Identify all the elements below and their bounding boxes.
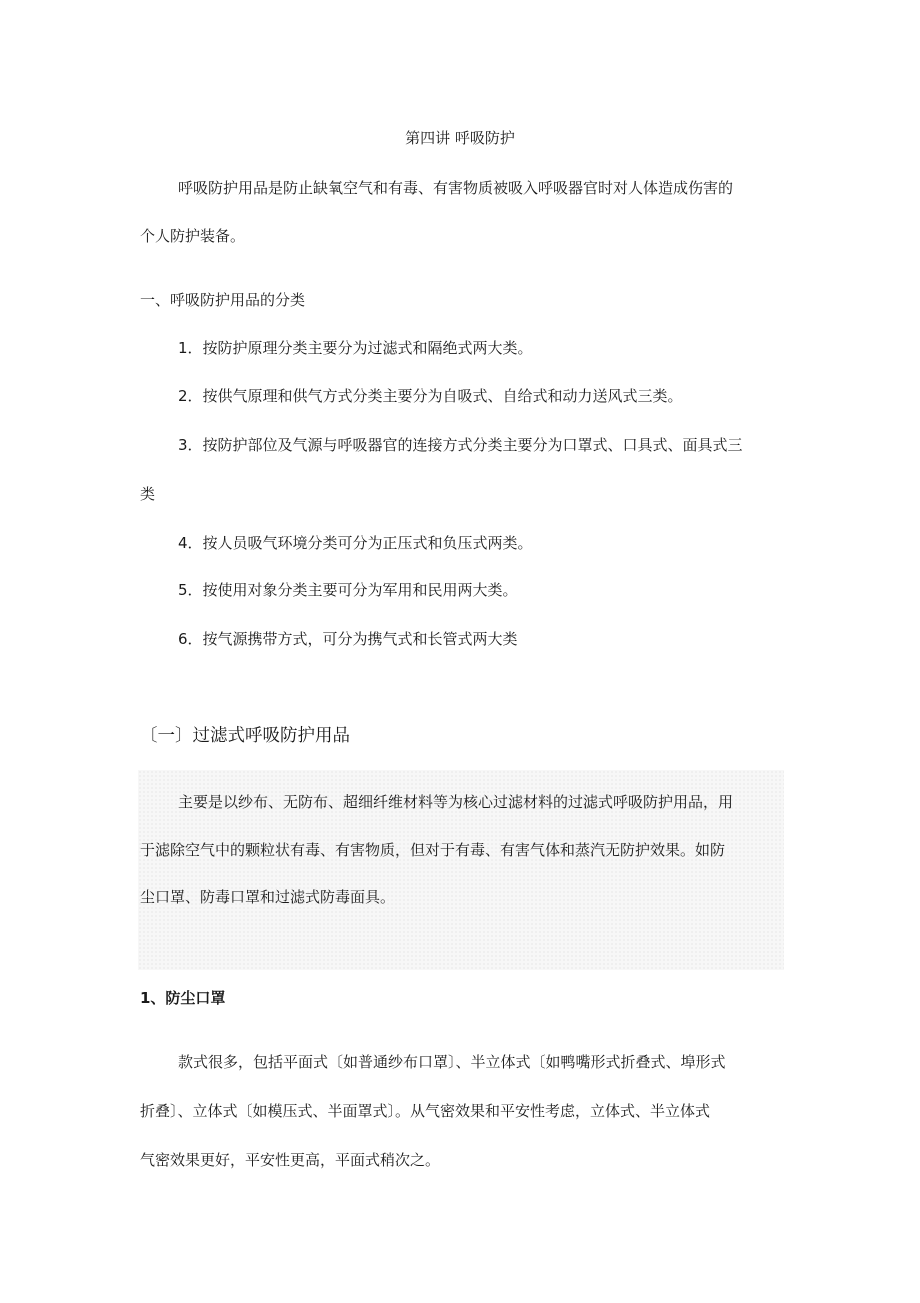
intro-line-1: 呼吸防护用品是防止缺氧空气和有毒、有害物质被吸入呼吸器官时对人体造成伤害的 [178, 179, 734, 197]
page-title: 第四讲 呼吸防护 [405, 129, 515, 147]
mask-para-line-3: 气密效果更好，平安性更高，平面式稍次之。 [140, 1151, 441, 1169]
list-item-5: 5．按使用对象分类主要可分为军用和民用两大类。 [178, 581, 518, 599]
section-heading: 一、呼吸防护用品的分类 [140, 291, 306, 309]
mask-para-line-1: 款式很多，包括平面式〔如普通纱布口罩〕、半立体式〔如鸭嘴形式折叠式、埠形式 [178, 1053, 726, 1071]
filter-para-line-3: 尘口罩、防毒口罩和过滤式防毒面具。 [140, 888, 396, 906]
filter-para-line-2: 于滤除空气中的颗粒状有毒、有害物质，但对于有毒、有害气体和蒸汽无防护效果。如防 [140, 841, 726, 859]
list-item-3-cont: 类 [140, 485, 156, 503]
list-item-2: 2．按供气原理和供气方式分类主要分为自吸式、自给式和动力送风式三类。 [178, 387, 683, 405]
intro-line-2: 个人防护装备。 [140, 227, 246, 245]
list-item-4: 4．按人员吸气环境分类可分为正压式和负压式两类。 [178, 534, 533, 552]
list-item-3: 3．按防护部位及气源与呼吸器官的连接方式分类主要分为口罩式、口具式、面具式三 [178, 436, 743, 454]
subsection-heading: 〔一〕过滤式呼吸防护用品 [140, 726, 350, 746]
list-item-1: 1．按防护原理分类主要分为过滤式和隔绝式两大类。 [178, 339, 533, 357]
mask-para-line-2: 折叠〕、立体式〔如模压式、半面罩式〕。从气密效果和平安性考虑，立体式、半立体式 [140, 1102, 711, 1120]
list-item-6: 6．按气源携带方式，可分为携气式和长管式两大类 [178, 630, 518, 648]
filter-para-line-1: 主要是以纱布、无防布、超细纤维材料等为核心过滤材料的过滤式呼吸防护用品，用 [178, 793, 734, 811]
item-heading: 1、防尘口罩 [140, 989, 226, 1007]
